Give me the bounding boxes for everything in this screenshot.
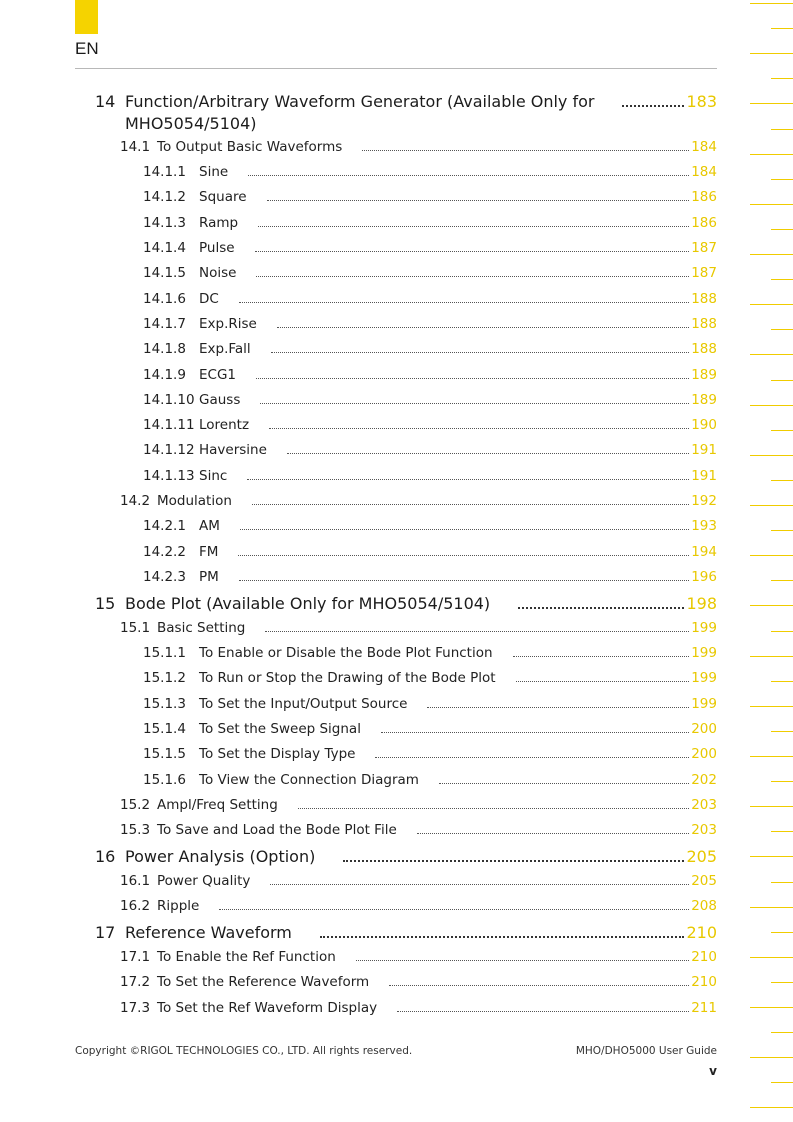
toc-leader-dots bbox=[270, 884, 689, 885]
toc-leader-dots bbox=[271, 352, 690, 353]
toc-entry-number: 14.1.5 bbox=[143, 265, 186, 281]
guide-title: MHO/DHO5000 User Guide bbox=[575, 1045, 717, 1057]
toc-leader-dots bbox=[239, 580, 689, 581]
toc-page-number: 200 bbox=[691, 746, 717, 762]
ruler-tick bbox=[771, 28, 793, 29]
ruler-tick bbox=[771, 179, 793, 180]
toc-page-number: 188 bbox=[691, 341, 717, 357]
toc-page-number: 210 bbox=[691, 949, 717, 965]
toc-leader-dots bbox=[239, 302, 689, 303]
toc-page-number: 210 bbox=[691, 974, 717, 990]
toc-page-number: 199 bbox=[691, 670, 717, 686]
toc-page-number: 184 bbox=[691, 139, 717, 155]
toc-leader-dots bbox=[381, 732, 689, 733]
toc-entry-title: Modulation bbox=[157, 493, 232, 509]
toc-entry-14-1-10[interactable] bbox=[143, 392, 717, 408]
toc-entry-number: 14.1.1 bbox=[143, 164, 186, 180]
toc-entry-number: 14.1.4 bbox=[143, 240, 186, 256]
toc-entry-15-1-1[interactable] bbox=[143, 645, 717, 661]
toc-entry-number: 17 bbox=[95, 923, 116, 942]
toc-entry-number: 15.1 bbox=[120, 620, 151, 636]
toc-entry-15-1[interactable] bbox=[120, 620, 717, 636]
toc-entry-title: To Run or Stop the Drawing of the Bode Plot bbox=[199, 670, 496, 686]
ruler-tick bbox=[771, 631, 793, 632]
ruler-tick bbox=[750, 656, 793, 657]
toc-leader-dots bbox=[513, 656, 690, 657]
toc-leader-dots bbox=[256, 276, 689, 277]
toc-entry-16[interactable] bbox=[95, 847, 717, 866]
toc-entry-16-2[interactable] bbox=[120, 898, 717, 914]
toc-entry-number: 14.2 bbox=[120, 493, 151, 509]
toc-page-number: 199 bbox=[691, 620, 717, 636]
toc-leader-dots bbox=[255, 251, 690, 252]
toc-leader-dots bbox=[258, 226, 689, 227]
ruler-tick bbox=[750, 1107, 793, 1108]
toc-entry-14-1-13[interactable] bbox=[143, 468, 717, 484]
page-number: v bbox=[709, 1064, 717, 1078]
toc-entry-14-1-7[interactable] bbox=[143, 316, 717, 332]
toc-entry-number: 14.1.9 bbox=[143, 367, 186, 383]
toc-page-number: 188 bbox=[691, 291, 717, 307]
toc-entry-title: DC bbox=[199, 291, 219, 307]
toc-entry-14-1-12[interactable] bbox=[143, 442, 717, 458]
toc-entry-17[interactable] bbox=[95, 923, 717, 942]
toc-entry-14-1-5[interactable] bbox=[143, 265, 717, 281]
toc-page-number: 189 bbox=[691, 392, 717, 408]
toc-entry-title: Power Analysis (Option) bbox=[125, 847, 316, 866]
ruler-tick bbox=[750, 405, 793, 406]
toc-page-number: 205 bbox=[691, 873, 717, 889]
toc-entry-15-1-4[interactable] bbox=[143, 721, 717, 737]
toc-entry-title: To Set the Input/Output Source bbox=[199, 696, 408, 712]
toc-entry-number: 14.1.6 bbox=[143, 291, 186, 307]
toc-page-number: 190 bbox=[691, 417, 717, 433]
toc-leader-dots bbox=[287, 453, 689, 454]
ruler-tick bbox=[771, 480, 793, 481]
toc-page-number: 188 bbox=[691, 316, 717, 332]
toc-entry-number: 14.2.2 bbox=[143, 544, 186, 560]
toc-leader-dots bbox=[320, 936, 685, 938]
toc-entry-title: To Enable or Disable the Bode Plot Function bbox=[199, 645, 493, 661]
toc-entry-17-1[interactable] bbox=[120, 949, 717, 965]
toc-entry-number: 14.2.3 bbox=[143, 569, 186, 585]
toc-leader-dots bbox=[260, 403, 689, 404]
toc-entry-title: Basic Setting bbox=[157, 620, 246, 636]
toc-entry-title: Lorentz bbox=[199, 417, 250, 433]
toc-entry-title: Function/Arbitrary Waveform Generator (Available Only for bbox=[125, 92, 595, 111]
toc-page-number: 211 bbox=[691, 1000, 717, 1016]
toc-leader-dots bbox=[267, 200, 690, 201]
toc-leader-dots bbox=[298, 808, 689, 809]
toc-page-number: 191 bbox=[691, 442, 717, 458]
ruler-tick bbox=[771, 530, 793, 531]
toc-entry-title: To Set the Sweep Signal bbox=[199, 721, 361, 737]
toc-entry-14-1-6[interactable] bbox=[143, 291, 717, 307]
toc-entry-17-2[interactable] bbox=[120, 974, 717, 990]
toc-leader-dots bbox=[247, 479, 689, 480]
toc-entry-number: 15.2 bbox=[120, 797, 151, 813]
toc-leader-dots bbox=[622, 105, 684, 107]
toc-leader-dots bbox=[427, 707, 689, 708]
toc-leader-dots bbox=[343, 860, 684, 862]
toc-entry-14-1-9[interactable] bbox=[143, 367, 717, 383]
toc-entry-title: Gauss bbox=[199, 392, 241, 408]
ruler-tick bbox=[750, 806, 793, 807]
toc-entry-number: 15.1.4 bbox=[143, 721, 186, 737]
toc-entry-title: FM bbox=[199, 544, 219, 560]
toc-entry-title: To Set the Ref Waveform Display bbox=[157, 1000, 378, 1016]
toc-page-number: 210 bbox=[686, 923, 717, 942]
toc-entry-title: ECG1 bbox=[199, 367, 237, 383]
toc-entry-title: Power Quality bbox=[157, 873, 251, 889]
toc-entry-title: Haversine bbox=[199, 442, 267, 458]
toc-entry-14-2-3[interactable] bbox=[143, 569, 717, 585]
toc-entry-number: 15.1.2 bbox=[143, 670, 186, 686]
toc-entry-title: To Set the Display Type bbox=[199, 746, 356, 762]
ruler-tick bbox=[750, 354, 793, 355]
toc-entry-14-1-2[interactable] bbox=[143, 189, 717, 205]
ruler-tick bbox=[750, 555, 793, 556]
ruler-tick bbox=[771, 731, 793, 732]
toc-entry-14-1-4[interactable] bbox=[143, 240, 717, 256]
ruler-tick bbox=[750, 53, 793, 54]
language-label: EN bbox=[75, 39, 99, 58]
toc-entry-number: 15.3 bbox=[120, 822, 151, 838]
ruler-tick bbox=[771, 781, 793, 782]
ruler-tick bbox=[750, 254, 793, 255]
toc-entry-title: Exp.Fall bbox=[199, 341, 251, 357]
ruler-tick bbox=[771, 329, 793, 330]
ruler-tick bbox=[750, 1007, 793, 1008]
toc-entry-15-1-2[interactable] bbox=[143, 670, 717, 686]
ruler-tick bbox=[750, 505, 793, 506]
ruler-tick bbox=[771, 831, 793, 832]
toc-entry-number: 15.1.3 bbox=[143, 696, 186, 712]
toc-entry-number: 15.1.5 bbox=[143, 746, 186, 762]
ruler-tick bbox=[750, 1057, 793, 1058]
toc-page-number: 193 bbox=[691, 518, 717, 534]
ruler-tick bbox=[750, 204, 793, 205]
toc-page-number: 199 bbox=[691, 696, 717, 712]
toc-entry-15-1-6[interactable] bbox=[143, 772, 717, 788]
toc-entry-title: Sinc bbox=[199, 468, 228, 484]
ruler-tick bbox=[750, 957, 793, 958]
toc-entry-number: 14.1.3 bbox=[143, 215, 186, 231]
toc-entry-15-2[interactable] bbox=[120, 797, 717, 813]
toc-page-number: 194 bbox=[691, 544, 717, 560]
ruler-tick bbox=[771, 882, 793, 883]
ruler-tick bbox=[750, 455, 793, 456]
ruler-tick bbox=[750, 103, 793, 104]
ruler-tick bbox=[771, 982, 793, 983]
toc-entry-14[interactable] bbox=[95, 92, 717, 133]
ruler-tick bbox=[750, 907, 793, 908]
ruler-tick bbox=[750, 856, 793, 857]
ruler-tick bbox=[771, 932, 793, 933]
toc-entry-number: 17.2 bbox=[120, 974, 151, 990]
toc-page-number: 203 bbox=[691, 797, 717, 813]
toc-entry-title: To Set the Reference Waveform bbox=[157, 974, 370, 990]
toc-entry-title: AM bbox=[199, 518, 220, 534]
toc-page-number: 186 bbox=[691, 189, 717, 205]
toc-entry-number: 14 bbox=[95, 92, 116, 111]
toc-entry-number: 14.1 bbox=[120, 139, 151, 155]
toc-entry-15-3[interactable] bbox=[120, 822, 717, 838]
toc-page-number: 203 bbox=[691, 822, 717, 838]
toc-entry-title: Pulse bbox=[199, 240, 235, 256]
toc-leader-dots bbox=[256, 378, 689, 379]
ruler-tick bbox=[750, 304, 793, 305]
toc-entry-title: To Save and Load the Bode Plot File bbox=[157, 822, 397, 838]
toc-page-number: 199 bbox=[691, 645, 717, 661]
toc-entry-title: Sine bbox=[199, 164, 229, 180]
toc-leader-dots bbox=[375, 757, 689, 758]
toc-page-number: 187 bbox=[691, 240, 717, 256]
toc-entry-14-2[interactable] bbox=[120, 493, 717, 509]
toc-leader-dots bbox=[277, 327, 689, 328]
toc-entry-number: 16 bbox=[95, 847, 116, 866]
toc-leader-dots bbox=[269, 428, 689, 429]
toc-leader-dots bbox=[356, 960, 689, 961]
toc-page-number: 192 bbox=[691, 493, 717, 509]
toc-page-number: 198 bbox=[686, 594, 717, 613]
toc-page-number: 184 bbox=[691, 164, 717, 180]
toc-leader-dots bbox=[240, 529, 689, 530]
toc-entry-title: To Enable the Ref Function bbox=[157, 949, 336, 965]
ruler-tick bbox=[771, 681, 793, 682]
toc-entry-number: 14.1.8 bbox=[143, 341, 186, 357]
toc-page-number: 187 bbox=[691, 265, 717, 281]
toc-leader-dots bbox=[518, 607, 684, 609]
toc-entry-14-1-3[interactable] bbox=[143, 215, 717, 231]
toc-entry-number: 16.1 bbox=[120, 873, 151, 889]
toc-leader-dots bbox=[252, 504, 689, 505]
ruler-tick bbox=[750, 756, 793, 757]
toc-leader-dots bbox=[417, 833, 689, 834]
toc-entry-title: Ripple bbox=[157, 898, 200, 914]
toc-entry-number: 15 bbox=[95, 594, 116, 613]
toc-entry-title: Ramp bbox=[199, 215, 239, 231]
toc-page-number: 186 bbox=[691, 215, 717, 231]
ruler-tick bbox=[771, 1032, 793, 1033]
toc-entry-17-3[interactable] bbox=[120, 1000, 717, 1016]
toc-entry-title: Reference Waveform bbox=[125, 923, 292, 942]
toc-entry-title-continued: MHO5054/5104) bbox=[125, 114, 257, 133]
toc-leader-dots bbox=[439, 783, 689, 784]
toc-entry-14-1[interactable] bbox=[120, 139, 717, 155]
toc-entry-14-1-11[interactable] bbox=[143, 417, 717, 433]
toc-page-number: 189 bbox=[691, 367, 717, 383]
ruler-tick bbox=[771, 78, 793, 79]
ruler-tick bbox=[750, 3, 793, 4]
toc-entry-number: 14.1.12 bbox=[143, 442, 195, 458]
toc-entry-14-2-1[interactable] bbox=[143, 518, 717, 534]
toc-page-number: 200 bbox=[691, 721, 717, 737]
toc-entry-title: Square bbox=[199, 189, 247, 205]
toc-entry-14-1-1[interactable] bbox=[143, 164, 717, 180]
toc-entry-number: 14.1.7 bbox=[143, 316, 186, 332]
toc-leader-dots bbox=[516, 681, 690, 682]
toc-entry-14-1-8[interactable] bbox=[143, 341, 717, 357]
toc-entry-number: 17.3 bbox=[120, 1000, 151, 1016]
toc-entry-title: PM bbox=[199, 569, 219, 585]
toc-leader-dots bbox=[219, 909, 689, 910]
ruler-tick bbox=[750, 605, 793, 606]
toc-entry-number: 14.2.1 bbox=[143, 518, 186, 534]
toc-page-number: 196 bbox=[691, 569, 717, 585]
toc-entry-number: 14.1.13 bbox=[143, 468, 195, 484]
toc-entry-title: Noise bbox=[199, 265, 237, 281]
toc-page-number: 202 bbox=[691, 772, 717, 788]
toc-entry-number: 17.1 bbox=[120, 949, 151, 965]
ruler-tick bbox=[750, 706, 793, 707]
ruler-tick bbox=[771, 380, 793, 381]
toc-entry-title: To View the Connection Diagram bbox=[199, 772, 419, 788]
toc-entry-number: 14.1.11 bbox=[143, 417, 195, 433]
toc-leader-dots bbox=[248, 175, 689, 176]
ruler-tick bbox=[771, 279, 793, 280]
toc-entry-title: Ampl/Freq Setting bbox=[157, 797, 278, 813]
toc-entry-title: Bode Plot (Available Only for MHO5054/5104) bbox=[125, 594, 491, 613]
edge-ruler bbox=[750, 0, 793, 1122]
copyright-text: Copyright ©RIGOL TECHNOLOGIES CO., LTD. All rights reserved. bbox=[75, 1045, 413, 1057]
ruler-tick bbox=[771, 580, 793, 581]
toc-leader-dots bbox=[389, 985, 689, 986]
toc-leader-dots bbox=[397, 1011, 689, 1012]
toc-entry-15-1-3[interactable] bbox=[143, 696, 717, 712]
toc-entry-16-1[interactable] bbox=[120, 873, 717, 889]
ruler-tick bbox=[771, 129, 793, 130]
ruler-tick bbox=[771, 430, 793, 431]
toc-page-number: 208 bbox=[691, 898, 717, 914]
toc-entry-number: 16.2 bbox=[120, 898, 151, 914]
toc-entry-title: Exp.Rise bbox=[199, 316, 257, 332]
toc-page-number: 183 bbox=[686, 92, 717, 111]
toc-page-number: 191 bbox=[691, 468, 717, 484]
toc-leader-dots bbox=[238, 555, 689, 556]
toc-entry-number: 15.1.1 bbox=[143, 645, 186, 661]
toc-entry-15-1-5[interactable] bbox=[143, 746, 717, 762]
ruler-tick bbox=[771, 229, 793, 230]
toc-page-number: 205 bbox=[686, 847, 717, 866]
ruler-tick bbox=[771, 1082, 793, 1083]
toc-entry-14-2-2[interactable] bbox=[143, 544, 717, 560]
toc-entry-number: 14.1.10 bbox=[143, 392, 195, 408]
toc-entry-title: To Output Basic Waveforms bbox=[157, 139, 343, 155]
ruler-tick bbox=[750, 154, 793, 155]
toc-entry-15[interactable] bbox=[95, 594, 717, 613]
toc-leader-dots bbox=[265, 631, 689, 632]
toc-entry-number: 15.1.6 bbox=[143, 772, 186, 788]
toc-leader-dots bbox=[362, 150, 689, 151]
toc-entry-number: 14.1.2 bbox=[143, 189, 186, 205]
